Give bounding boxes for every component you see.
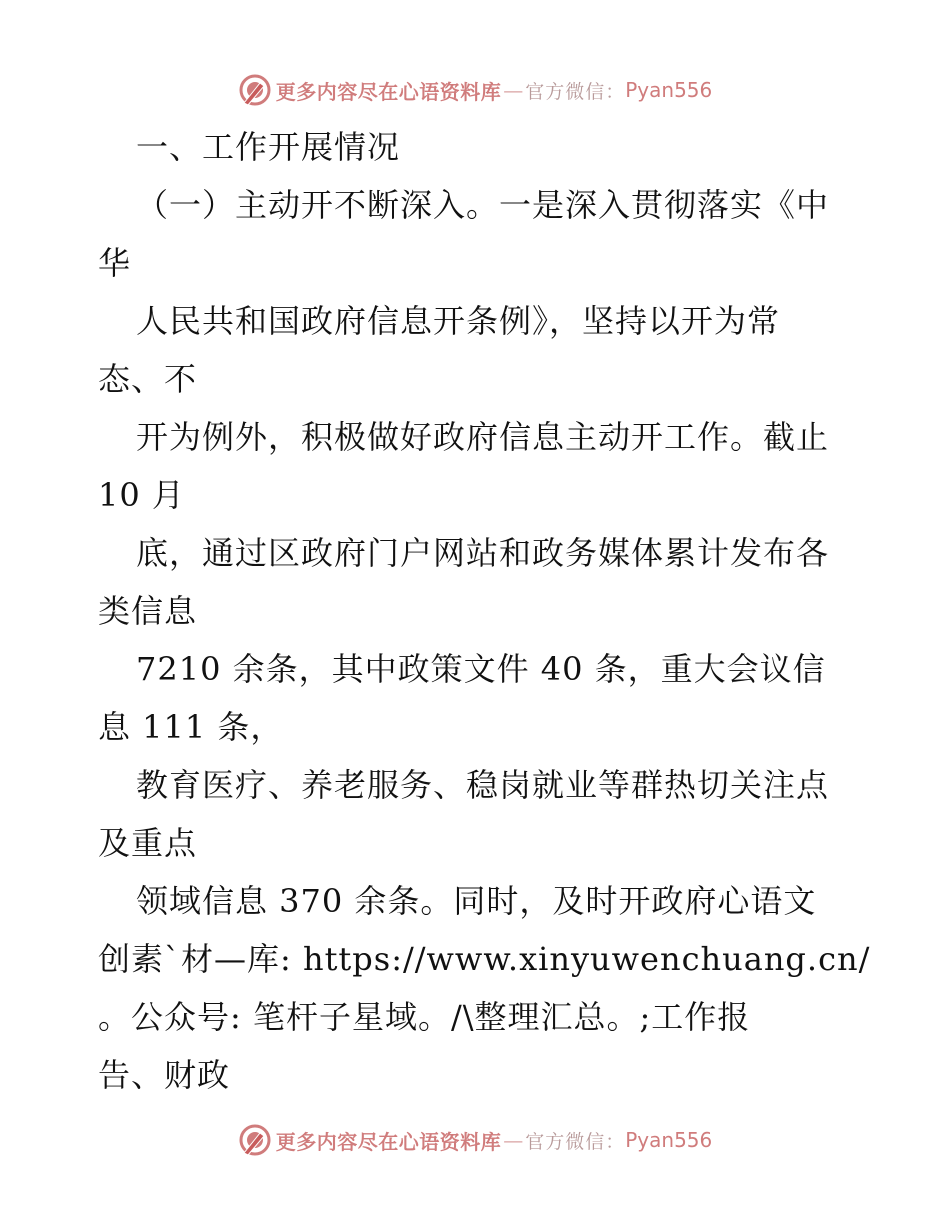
text-line: 7210 余条，其中政策文件 40 条，重大会议信 (136, 650, 826, 688)
text-line: 人民共和国政府信息开条例》，坚持以开为常 (136, 302, 781, 340)
text-line: 领域信息 370 余条。同时，及时开政府心语文 (136, 882, 817, 920)
text-line: 教育医疗、养老服务、稳岗就业等群热切关注点 (136, 766, 830, 804)
watermark-wechat-label: 官方微信： (525, 80, 626, 103)
text-line: 一、工作开展情况 (136, 128, 401, 166)
watermark-brand-text: 更多内容尽在心语资料库 (275, 1129, 502, 1154)
text-line: 底，通过区政府门户网站和政务媒体累计发布各 (136, 534, 830, 572)
watermark-dash: — (503, 78, 524, 102)
text-line: 及重点 (98, 824, 198, 862)
text-line: 态、不 (98, 360, 198, 398)
watermark-wechat-label: 官方微信： (525, 1130, 626, 1153)
text-line: 类信息 (98, 592, 198, 630)
document-body (98, 118, 871, 1104)
pen-logo-icon (238, 1123, 272, 1157)
text-line: 开为例外，积极做好政府信息主动开工作。截止 (136, 418, 830, 456)
pen-logo-icon (238, 73, 272, 107)
header-watermark (0, 70, 950, 110)
text-line: 告、财政 (98, 1056, 231, 1094)
watermark-dash: — (503, 1128, 524, 1152)
watermark-brand-text: 更多内容尽在心语资料库 (275, 79, 502, 104)
footer-watermark (0, 1120, 950, 1160)
watermark-wechat-id: Pyan556 (625, 1128, 713, 1152)
text-line: 华 (98, 244, 132, 282)
text-line: 息 111 条， (98, 708, 284, 746)
text-line: 10 月 (98, 476, 185, 514)
text-line: 。公众号: 笔杆子星域。/\整理汇总。;工作报 (98, 998, 751, 1036)
watermark-wechat-id: Pyan556 (625, 78, 713, 102)
text-line: 创素`材—库: https://www.xinyuwenchuang.cn/ (98, 940, 871, 978)
text-line: （一）主动开不断深入。一是深入贯彻落实《中 (136, 186, 830, 224)
